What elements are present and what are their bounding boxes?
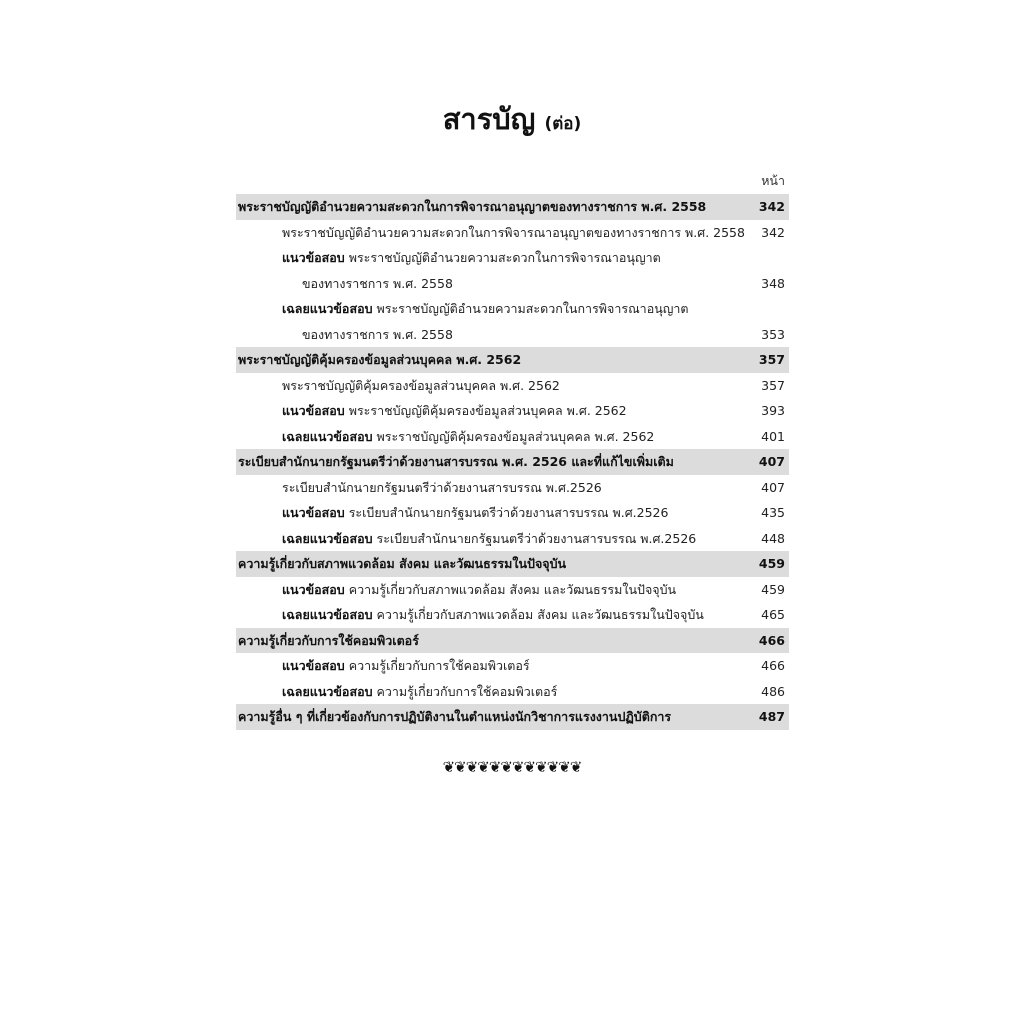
- toc-entry-row: [236, 398, 789, 424]
- toc-entry-text: [236, 679, 745, 705]
- toc-entry-text: [236, 347, 745, 373]
- toc-section-row: [236, 704, 789, 730]
- toc-entry-title: ระเบียบสำนักนายกรัฐมนตรีว่าด้วยงานสารบรรณ พ.ศ.2526: [372, 530, 697, 546]
- toc-entry-row: [236, 271, 789, 297]
- toc-entry-text: [236, 398, 745, 424]
- toc-page-number: 487: [758, 709, 785, 724]
- toc-entry-title: ความรู้เกี่ยวกับสภาพแวดล้อม สังคม และวัฒนธรรมในปัจจุบัน: [372, 607, 704, 622]
- toc-entry-text: [236, 296, 745, 322]
- toc-page-number: 393: [761, 403, 785, 418]
- toc-entry-prefix: แนวข้อสอบ: [282, 658, 345, 673]
- toc-entry-text: [236, 220, 745, 246]
- toc-entry-title: พระราชบัญญัติอำนวยความสะดวกในการพิจารณาอนุญาตของทางราชการ พ.ศ. 2558: [238, 199, 707, 214]
- toc-entry-prefix: เฉลยแนวข้อสอบ: [282, 428, 373, 444]
- toc-page-number: 342: [758, 199, 785, 214]
- toc-entry-row: [236, 577, 789, 603]
- toc-entry-prefix: แนวข้อสอบ: [282, 581, 345, 597]
- toc-page-number: 466: [761, 658, 785, 673]
- toc-entry-title: พระราชบัญญัติอำนวยความสะดวกในการพิจารณาอนุญาต: [344, 250, 661, 265]
- toc-entry-text: [236, 628, 745, 654]
- toc-entry-row: [236, 296, 789, 322]
- toc-section-row: [236, 194, 789, 220]
- toc-entry-text: [236, 577, 745, 603]
- toc-entry-prefix: เฉลยแนวข้อสอบ: [282, 607, 373, 622]
- toc-entry-text: [236, 322, 745, 348]
- toc-entry-title: พระราชบัญญัติคุ้มครองข้อมูลส่วนบุคคล พ.ศ. 2562: [282, 377, 560, 393]
- toc-entry-text: [236, 551, 745, 577]
- toc-entry-text: [236, 373, 745, 399]
- toc-page-number: 459: [758, 556, 785, 571]
- toc-entry-title: ของทางราชการ พ.ศ. 2558: [302, 275, 453, 291]
- toc-entry-row: [236, 220, 789, 246]
- toc-page-number: 465: [761, 607, 785, 622]
- toc-entry-text: [236, 500, 745, 526]
- toc-section-row: [236, 449, 789, 475]
- toc-entry-title: ความรู้อื่น ๆ ที่เกี่ยวข้องกับการปฏิบัติงานในตำแหน่งนักวิชาการแรงงานปฏิบัติการ: [238, 709, 672, 724]
- toc-entry-title: พระราชบัญญัติอำนวยความสะดวกในการพิจารณาอนุญาตของทางราชการ พ.ศ. 2558: [282, 224, 745, 240]
- toc-page-number: 466: [758, 632, 785, 648]
- toc-entry-text: [236, 271, 745, 297]
- toc-page-number: 342: [761, 224, 785, 240]
- toc-page-number: 357: [758, 352, 785, 367]
- toc-entry-text: [236, 424, 745, 450]
- toc-entry-prefix: เฉลยแนวข้อสอบ: [282, 530, 373, 546]
- title-sub: (ต่อ): [544, 114, 582, 134]
- toc-section-row: [236, 551, 789, 577]
- toc-entry-text: [236, 245, 745, 271]
- toc-entry-title: ระเบียบสำนักนายกรัฐมนตรีว่าด้วยงานสารบรรณ พ.ศ. 2526 และที่แก้ไขเพิ่มเติม: [238, 454, 674, 469]
- toc-entry-row: [236, 373, 789, 399]
- toc-entry-text: [236, 526, 745, 552]
- toc-page-number: 407: [761, 479, 785, 495]
- toc-entry-title: พระราชบัญญัติคุ้มครองข้อมูลส่วนบุคคล พ.ศ. 2562: [344, 403, 627, 418]
- toc-entry-prefix: แนวข้อสอบ: [282, 250, 345, 265]
- toc-page-number: 407: [758, 454, 785, 469]
- toc-entry-row: [236, 475, 789, 501]
- toc-entry-row: [236, 679, 789, 705]
- toc-entry-title: ระเบียบสำนักนายกรัฐมนตรีว่าด้วยงานสารบรรณ พ.ศ.2526: [282, 479, 602, 495]
- toc-page-number: 448: [761, 530, 785, 546]
- toc-page-number: 353: [761, 326, 785, 342]
- toc-entry-text: [236, 602, 745, 628]
- toc-entry-title: ระเบียบสำนักนายกรัฐมนตรีว่าด้วยงานสารบรรณ พ.ศ.2526: [344, 505, 669, 520]
- toc-entry-title: พระราชบัญญัติอำนวยความสะดวกในการพิจารณาอนุญาต: [372, 301, 689, 316]
- toc-entry-prefix: แนวข้อสอบ: [282, 505, 345, 520]
- toc-page-number: 357: [761, 377, 785, 393]
- page-column-header: หน้า: [761, 173, 785, 188]
- toc-entry-row: [236, 526, 789, 552]
- toc-entry-text: [236, 653, 745, 679]
- toc-section-row: [236, 347, 789, 373]
- toc-entry-prefix: เฉลยแนวข้อสอบ: [282, 301, 373, 316]
- toc-entry-prefix: เฉลยแนวข้อสอบ: [282, 683, 373, 699]
- toc-entry-row: [236, 500, 789, 526]
- toc-page-number: 435: [761, 505, 785, 520]
- toc-entry-title: ความรู้เกี่ยวกับสภาพแวดล้อม สังคม และวัฒนธรรมในปัจจุบัน: [238, 556, 567, 571]
- toc-section-row: [236, 628, 789, 654]
- toc-entry-row: [236, 245, 789, 271]
- toc-entry-title: ความรู้เกี่ยวกับการใช้คอมพิวเตอร์: [372, 683, 558, 699]
- toc-entry-title: พระราชบัญญัติคุ้มครองข้อมูลส่วนบุคคล พ.ศ. 2562: [372, 428, 655, 444]
- toc-entry-prefix: แนวข้อสอบ: [282, 403, 345, 418]
- toc-entry-row: [236, 653, 789, 679]
- toc-page-number: 348: [761, 275, 785, 291]
- page-title: [0, 96, 1024, 142]
- toc-entry-title: ความรู้เกี่ยวกับสภาพแวดล้อม สังคม และวัฒนธรรมในปัจจุบัน: [344, 581, 677, 597]
- table-of-contents: [236, 168, 789, 730]
- title-main: สารบัญ: [442, 102, 536, 136]
- toc-page-number: 486: [761, 683, 785, 699]
- toc-page-number: 401: [761, 428, 785, 444]
- toc-rows: [236, 194, 789, 730]
- toc-entry-title: ความรู้เกี่ยวกับการใช้คอมพิวเตอร์: [344, 658, 530, 673]
- toc-entry-title: ของทางราชการ พ.ศ. 2558: [302, 326, 453, 342]
- toc-entry-title: ความรู้เกี่ยวกับการใช้คอมพิวเตอร์: [238, 632, 419, 648]
- toc-entry-row: [236, 322, 789, 348]
- toc-entry-text: [236, 449, 745, 475]
- ornament-divider: ❦❦❦❦❦❦❦❦❦❦❦❦: [442, 758, 582, 776]
- toc-entry-text: [236, 475, 745, 501]
- toc-entry-row: [236, 424, 789, 450]
- toc-entry-text: [236, 704, 745, 730]
- toc-page-number: 459: [761, 581, 785, 597]
- toc-entry-title: พระราชบัญญัติคุ้มครองข้อมูลส่วนบุคคล พ.ศ. 2562: [238, 352, 522, 367]
- toc-entry-text: [236, 194, 745, 220]
- toc-entry-row: [236, 602, 789, 628]
